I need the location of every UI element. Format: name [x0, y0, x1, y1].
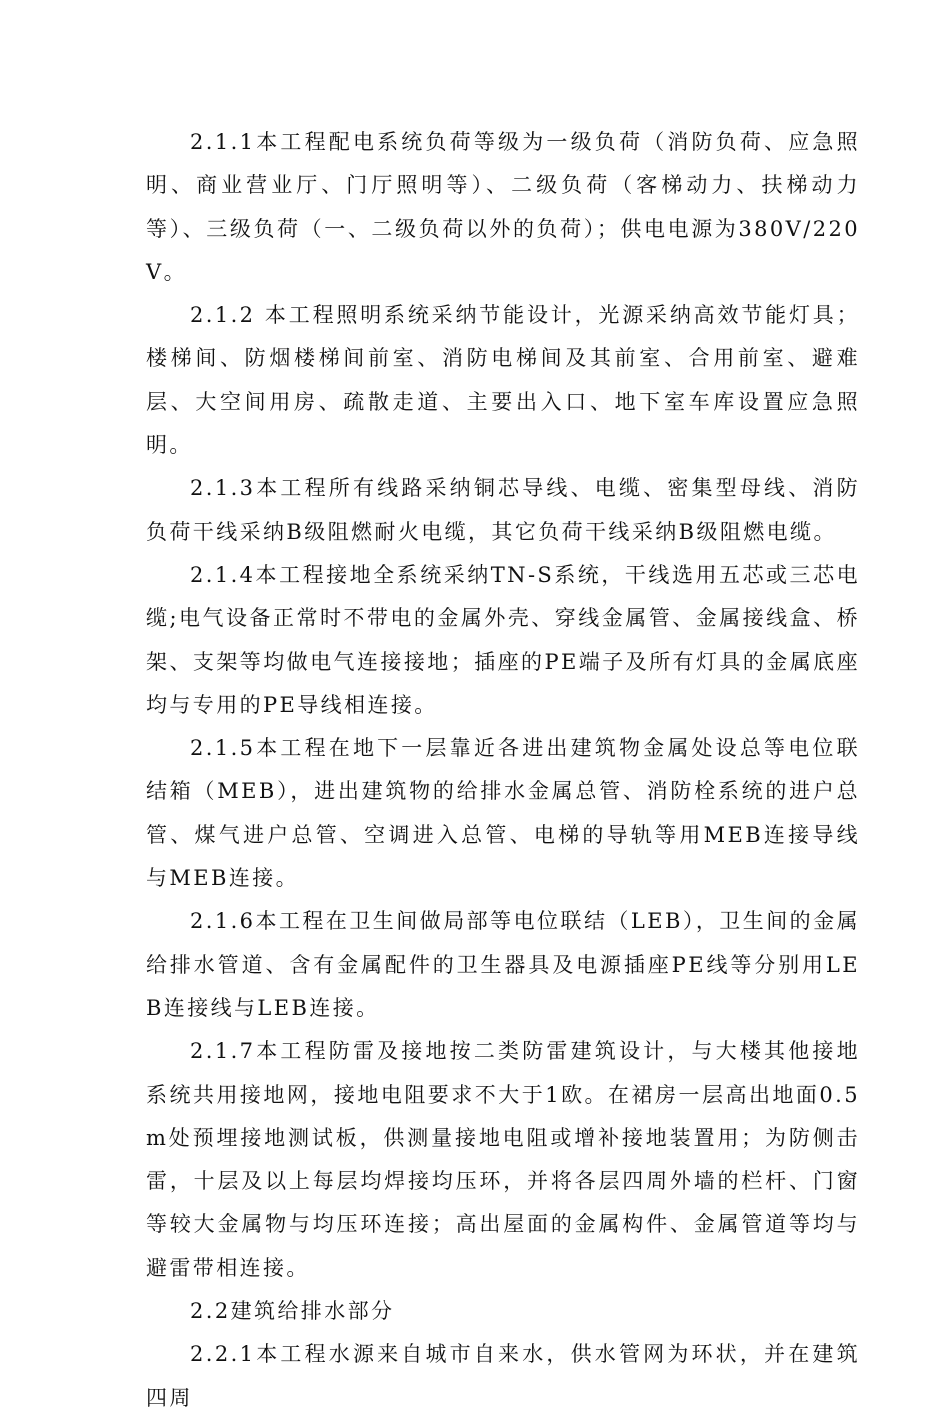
- paragraph-2-1-6: 2.1.6本工程在卫生间做局部等电位联结（LEB），卫生间的金属给排水管道、含有金属配件的卫生器具及电源插座PE线等分别用LEB连接线与LEB连接。: [146, 909, 860, 1020]
- section-heading-2-2: 2.2建筑给排水部分: [190, 1299, 395, 1324]
- paragraph-2-2-1: 2.2.1本工程水源来自城市自来水，供水管网为环状，并在建筑四周: [146, 1342, 860, 1410]
- paragraph-2-1-3: 2.1.3本工程所有线路采纳铜芯导线、电缆、密集型母线、消防负荷干线采纳B级阻燃耐火电缆，其它负荷干线采纳B级阻燃电缆。: [146, 476, 860, 544]
- paragraph-2-1-5: 2.1.5本工程在地下一层靠近各进出建筑物金属处设总等电位联结箱（MEB），进出建筑物的给排水金属总管、消防栓系统的进户总管、煤气进户总管、空调进入总管、电梯的导轨等用MEB连接导线与MEB连接。: [146, 736, 860, 891]
- paragraph-2-1-1: 2.1.1本工程配电系统负荷等级为一级负荷（消防负荷、应急照明、商业营业厅、门厅照明等）、二级负荷（客梯动力、扶梯动力等）、三级负荷（一、二级负荷以外的负荷）；供电电源为380V/220V。: [146, 130, 860, 284]
- paragraph-2-1-7: 2.1.7本工程防雷及接地按二类防雷建筑设计，与大楼其他接地系统共用接地网，接地电阻要求不大于1欧。在裙房一层高出地面0.5m处预埋接地测试板，供测量接地电阻或增补接地装置用；为防侧击雷，十层及以上每层均焊接均压环，并将各层四周外墙的栏杆、门窗等较大金属物与均压环连接；高出屋面的金属构件、金属管道等均与避雷带相连接。: [146, 1039, 860, 1280]
- document-body: [146, 121, 860, 1420]
- paragraph-2-1-4: 2.1.4本工程接地全系统采纳TN-S系统，干线选用五芯或三芯电缆;电气设备正常时不带电的金属外壳、穿线金属管、金属接线盒、桥架、支架等均做电气连接接地；插座的PE端子及所有灯具的金属底座均与专用的PE导线相连接。: [146, 562, 860, 717]
- paragraph-2-1-2: 2.1.2 本工程照明系统采纳节能设计，光源采纳高效节能灯具；楼梯间、防烟楼梯间前室、消防电梯间及其前室、合用前室、避难层、大空间用房、疏散走道、主要出入口、地下室车库设置应急照明。: [146, 303, 860, 458]
